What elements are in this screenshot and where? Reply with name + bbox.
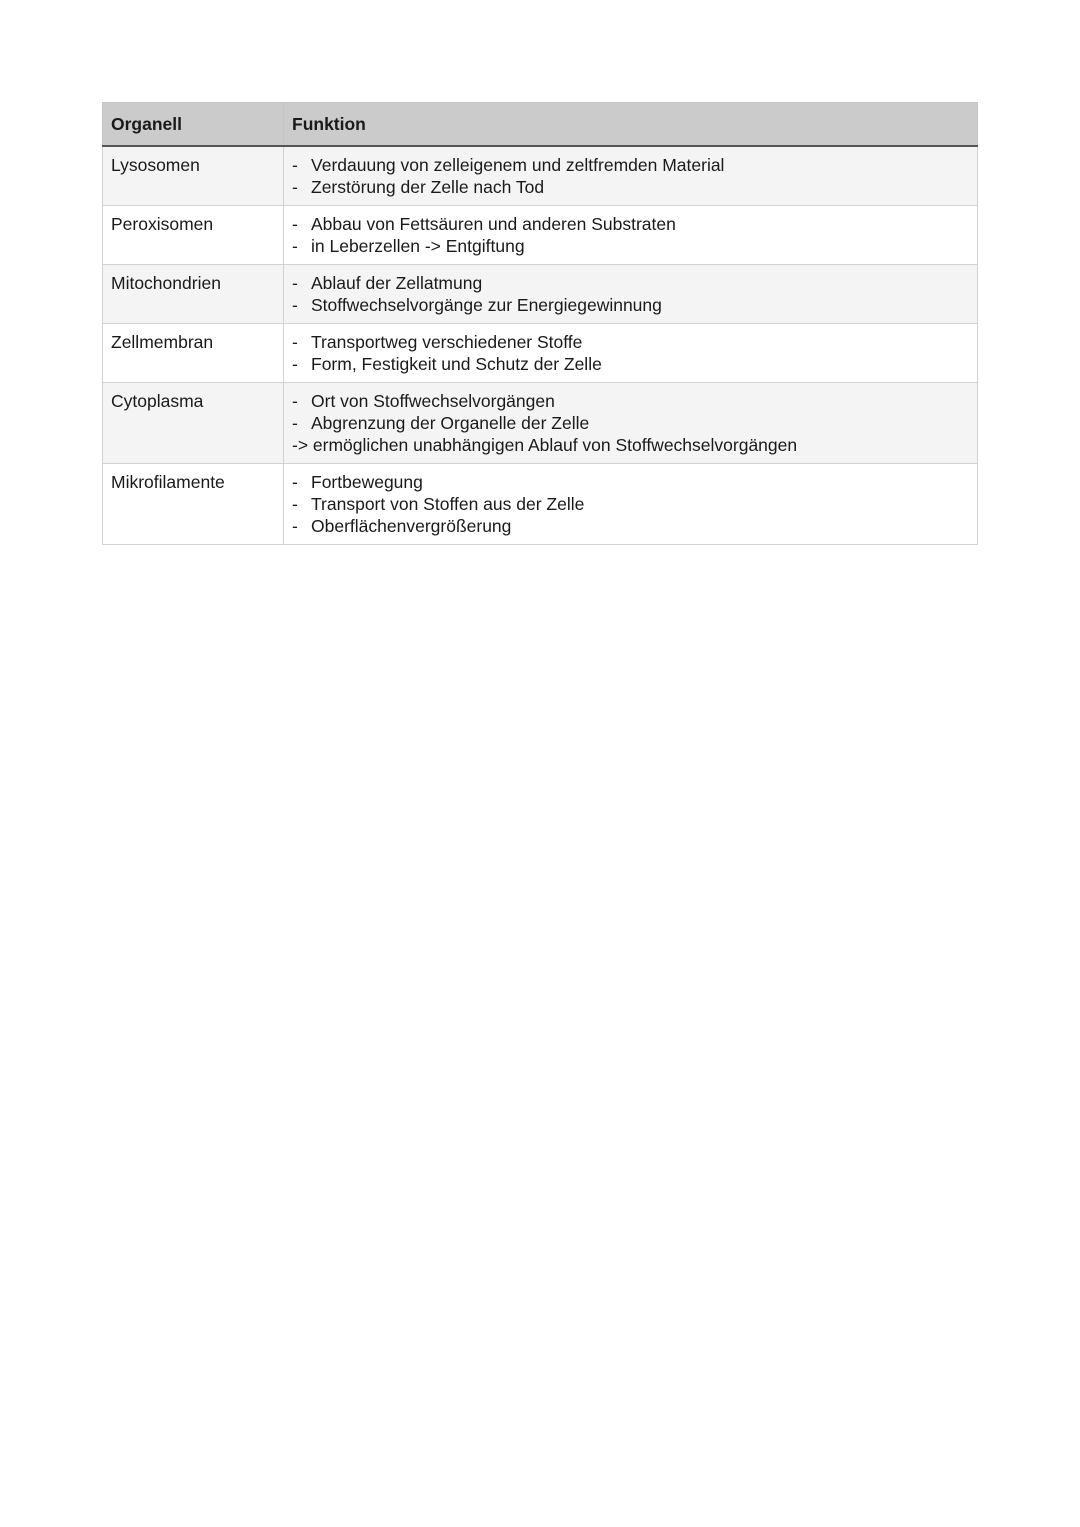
table-header-row bbox=[103, 103, 978, 147]
list-item-text: Abgrenzung der Organelle der Zelle bbox=[311, 413, 590, 433]
bullet-dash: - bbox=[292, 295, 298, 315]
bullet-dash: - bbox=[292, 494, 298, 514]
bullet-dash: - bbox=[292, 413, 298, 433]
list-item bbox=[292, 412, 969, 434]
list-item bbox=[292, 294, 969, 316]
organell-cell: Mitochondrien bbox=[103, 265, 284, 324]
bullet-dash: - bbox=[292, 236, 298, 256]
list-item-text: Ort von Stoffwechselvorgängen bbox=[311, 391, 555, 411]
bullet-dash: - bbox=[292, 332, 298, 352]
list-item bbox=[292, 213, 969, 235]
list-item bbox=[292, 493, 969, 515]
list-item-text: Zerstörung der Zelle nach Tod bbox=[311, 177, 545, 197]
organell-cell: Lysosomen bbox=[103, 146, 284, 206]
bullet-dash: - bbox=[292, 516, 298, 536]
organell-cell: Peroxisomen bbox=[103, 206, 284, 265]
list-item-text: Abbau von Fettsäuren und anderen Substraten bbox=[311, 214, 676, 234]
list-item-text: Verdauung von zelleigenem und zeltfremden Material bbox=[311, 155, 725, 175]
funktion-cell bbox=[284, 206, 978, 265]
list-item-text: in Leberzellen -> Entgiftung bbox=[311, 236, 525, 256]
header-organell: Organell bbox=[103, 103, 284, 147]
bullet-dash: - bbox=[292, 391, 298, 411]
funktion-cell bbox=[284, 383, 978, 464]
table-row bbox=[103, 324, 978, 383]
list-item bbox=[292, 176, 969, 198]
bullet-dash: - bbox=[292, 354, 298, 374]
funktion-cell bbox=[284, 265, 978, 324]
list-item-text: Stoffwechselvorgänge zur Energiegewinnung bbox=[311, 295, 662, 315]
list-item-text: Form, Festigkeit und Schutz der Zelle bbox=[311, 354, 602, 374]
bullet-dash: - bbox=[292, 273, 298, 293]
organell-cell: Cytoplasma bbox=[103, 383, 284, 464]
bullet-dash: - bbox=[292, 177, 298, 197]
funktion-cell bbox=[284, 146, 978, 206]
list-item-text: Oberflächenvergrößerung bbox=[311, 516, 512, 536]
list-item bbox=[292, 272, 969, 294]
header-funktion: Funktion bbox=[284, 103, 978, 147]
table-row bbox=[103, 146, 978, 206]
organell-cell: Zellmembran bbox=[103, 324, 284, 383]
list-item bbox=[292, 235, 969, 257]
organelle-table bbox=[102, 102, 978, 545]
list-item bbox=[292, 515, 969, 537]
funktion-cell bbox=[284, 324, 978, 383]
list-item-text: Ablauf der Zellatmung bbox=[311, 273, 483, 293]
bullet-dash: - bbox=[292, 214, 298, 234]
bullet-dash: - bbox=[292, 472, 298, 492]
list-item bbox=[292, 471, 969, 493]
list-item-text: Fortbewegung bbox=[311, 472, 423, 492]
list-item bbox=[292, 331, 969, 353]
table-row bbox=[103, 206, 978, 265]
list-item bbox=[292, 390, 969, 412]
organell-cell: Mikrofilamente bbox=[103, 464, 284, 545]
funktion-cell bbox=[284, 464, 978, 545]
table-row bbox=[103, 265, 978, 324]
table-row bbox=[103, 464, 978, 545]
list-item bbox=[292, 353, 969, 375]
table-row bbox=[103, 383, 978, 464]
bullet-dash: - bbox=[292, 155, 298, 175]
cell-note: -> ermöglichen unabhängigen Ablauf von Stoffwechselvorgängen bbox=[292, 435, 798, 455]
list-item-text: Transport von Stoffen aus der Zelle bbox=[311, 494, 585, 514]
list-item-text: Transportweg verschiedener Stoffe bbox=[311, 332, 583, 352]
list-item bbox=[292, 154, 969, 176]
